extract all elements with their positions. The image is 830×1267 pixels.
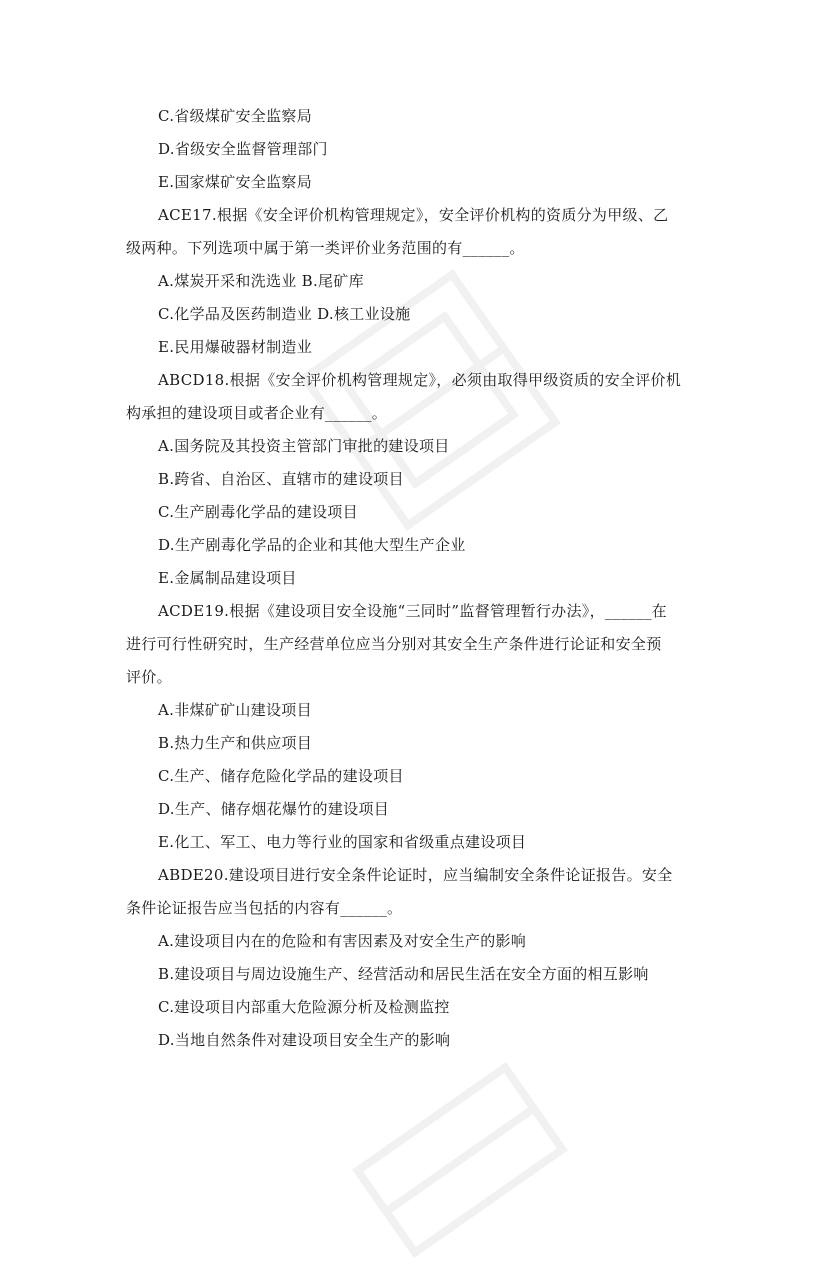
watermark-graphic [291, 261, 570, 540]
option-line: C.化学品及医药制造业 D.核工业设施 [158, 305, 411, 323]
question-19-stem: ACDE19.根据《建设项目安全设施“三同时”监督管理暂行办法》，______在 [158, 602, 667, 620]
option-line: A.煤炭开采和洗选业 B.尾矿库 [158, 272, 364, 290]
question-19-stem-cont: 进行可行性研究时，生产经营单位应当分别对其安全生产条件进行论证和安全预 [126, 635, 662, 653]
watermark-graphic-bottom [344, 1053, 577, 1266]
option-line: E.民用爆破器材制造业 [158, 338, 313, 356]
option-line: E.金属制品建设项目 [158, 569, 297, 587]
option-line: B.热力生产和供应项目 [158, 734, 313, 752]
option-line: A.建设项目内在的危险和有害因素及对安全生产的影响 [158, 932, 527, 950]
option-line: C.生产剧毒化学品的建设项目 [158, 503, 358, 521]
option-line: D.生产、储存烟花爆竹的建设项目 [158, 800, 390, 818]
option-line: D.生产剧毒化学品的企业和其他大型生产企业 [158, 536, 466, 554]
question-20-stem: ABDE20.建设项目进行安全条件论证时，应当编制安全条件论证报告。安全 [158, 866, 673, 884]
option-line: A.非煤矿矿山建设项目 [158, 701, 312, 719]
question-18-stem: ABCD18.根据《安全评价机构管理规定》，必须由取得甲级资质的安全评价机 [158, 371, 682, 389]
option-line: C.省级煤矿安全监察局 [158, 107, 313, 125]
option-line: E.国家煤矿安全监察局 [158, 173, 313, 191]
question-17-stem: ACE17.根据《安全评价机构管理规定》，安全评价机构的资质分为甲级、乙 [158, 206, 669, 224]
option-line: D.当地自然条件对建设项目安全生产的影响 [158, 1031, 451, 1049]
question-18-stem-cont: 构承担的建设项目或者企业有______。 [126, 404, 388, 422]
option-line: A.国务院及其投资主管部门审批的建设项目 [158, 437, 450, 455]
question-20-stem-cont: 条件论证报告应当包括的内容有______。 [126, 899, 403, 917]
option-line: B.跨省、自治区、直辖市的建设项目 [158, 470, 404, 488]
question-17-stem-cont: 级两种。下列选项中属于第一类评价业务范围的有______。 [126, 239, 525, 257]
option-line: E.化工、军工、电力等行业的国家和省级重点建设项目 [158, 833, 527, 851]
option-line: C.建设项目内部重大危险源分析及检测监控 [158, 998, 450, 1016]
question-19-stem-cont: 评价。 [126, 668, 172, 686]
option-line: D.省级安全监督管理部门 [158, 140, 328, 158]
option-line: C.生产、储存危险化学品的建设项目 [158, 767, 404, 785]
option-line: B.建设项目与周边设施生产、经营活动和居民生活在安全方面的相互影响 [158, 965, 649, 983]
